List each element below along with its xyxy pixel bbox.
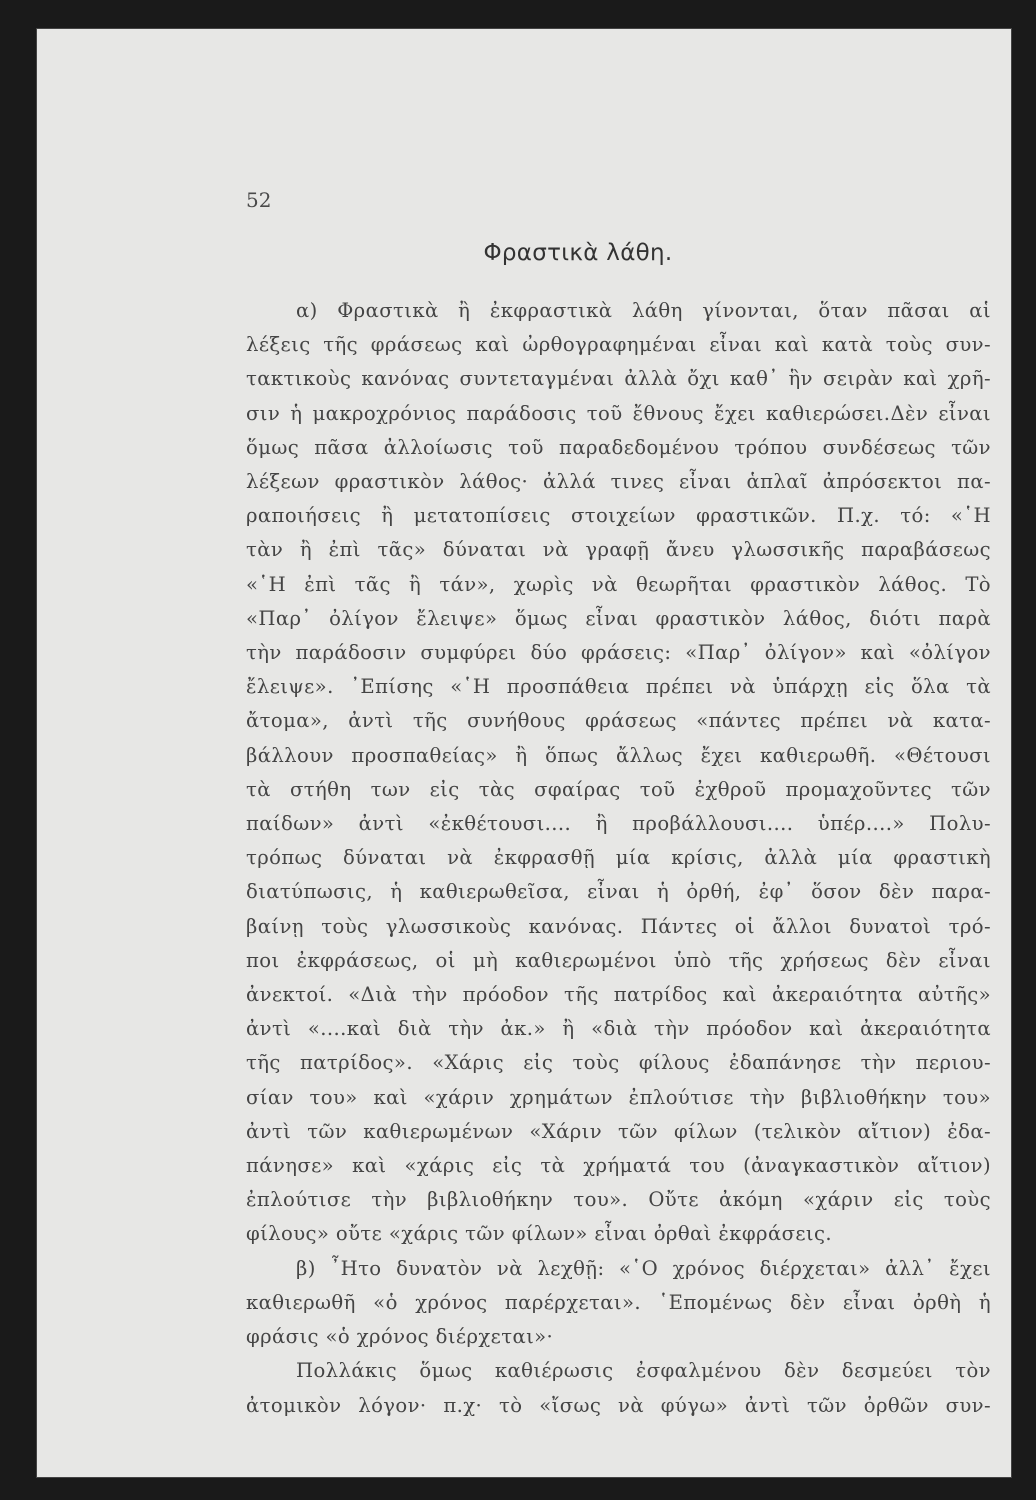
text-line: τὴν παράδοσιν συμφύρει δύο φράσεις: «Παρ᾽ ὀλίγον» καὶ «ὀλίγον [246, 641, 991, 665]
text-line: πάνησε» καὶ «χάρις εἰς τὰ χρήματά του (ἀναγκαστικὸν αἴτιον) [246, 1154, 991, 1178]
text-line: τὰ στήθη των εἰς τὰς σφαίρας τοῦ ἐχθροῦ προμαχοῦντες τῶν [246, 777, 991, 801]
text-line: σίαν του» καὶ «χάριν χρημάτων ἐπλούτισε τὴν βιβλιοθήκην του» [246, 1085, 991, 1109]
text-line: τρόπως δύναται νὰ ἐκφρασθῇ μία κρίσις, ἀλλὰ μία φραστικὴ [246, 846, 991, 870]
text-line: «῾Η ἐπὶ τᾶς ἢ τάν», χωρὶς νὰ θεωρῆται φραστικὸν λάθος. Τὸ [246, 572, 991, 596]
text-line: ἄτομα», ἀντὶ τῆς συνήθους φράσεως «πάντες πρέπει νὰ κατα- [246, 709, 991, 733]
text-line: τακτικοὺς κανόνας συντεταγμέναι ἀλλὰ ὄχι καθ᾽ ἣν σειρὰν καὶ χρῆ- [246, 367, 991, 391]
text-line: φίλους» οὔτε «χάρις τῶν φίλων» εἶναι ὀρθαὶ ἐκφράσεις. [246, 1222, 833, 1246]
text-line: ὅμως πᾶσα ἀλλοίωσις τοῦ παραδεδομένου τρόπου συνδέσεως τῶν [246, 435, 991, 459]
text-line: ἀντὶ τῶν καθιερωμένων «Χάριν τῶν φίλων (τελικὸν αἴτιον) ἐδα- [246, 1119, 991, 1143]
section-heading: Φραστικὰ λάθη. [483, 240, 673, 266]
text-line: ἀτομικὸν λόγον· π.χ· τὸ «ἴσως νὰ φύγω» ἀντὶ τῶν ὀρθῶν συν- [246, 1393, 991, 1417]
text-line: τὰν ἢ ἐπὶ τᾶς» δύναται νὰ γραφῇ ἄνευ γλωσσικῆς παραβάσεως [246, 538, 991, 562]
page-number: 52 [246, 188, 272, 212]
text-line: ἔλειψε». ᾽Επίσης «῾Η προσπάθεια πρέπει νὰ ὑπάρχῃ εἰς ὅλα τὰ [246, 675, 991, 699]
text-line: α) Φραστικὰ ἢ ἐκφραστικὰ λάθη γίνονται, ὅταν πᾶσαι αἱ [296, 299, 991, 322]
text-line: τῆς πατρίδος». «Χάρις εἰς τοὺς φίλους ἐδαπάνησε τὴν περιου- [246, 1051, 991, 1075]
text-line: λέξεις τῆς φράσεως καὶ ὠρθογραφημέναι εἶναι καὶ κατὰ τοὺς συν- [246, 333, 991, 357]
text-line: παίδων» ἀντὶ «ἐκθέτουσι.... ἢ προβάλλουσι.... ὑπέρ....» Πολυ- [246, 812, 991, 836]
text-line: βαίνῃ τοὺς γλωσσικοὺς κανόνας. Πάντες οἱ ἄλλοι δυνατοὶ τρό- [246, 914, 991, 938]
text-line: ραποιήσεις ἢ μετατοπίσεις στοιχείων φραστικῶν. Π.χ. τό: «῾Η [246, 504, 991, 528]
text-line: φράσις «ὁ χρόνος διέρχεται»· [246, 1325, 554, 1349]
text-line: λέξεων φραστικὸν λάθος· ἀλλά τινες εἶναι ἁπλαῖ ἀπρόσεκτοι πα- [246, 470, 991, 494]
text-line: ἀνεκτοί. «Διὰ τὴν πρόοδον τῆς πατρίδος καὶ ἀκεραιότητα αὐτῆς» [246, 983, 991, 1007]
body-text [246, 294, 991, 1423]
text-line: β) ῏Ητο δυνατὸν νὰ λεχθῇ: «῾Ο χρόνος διέρχεται» ἀλλ᾽ ἔχει [296, 1256, 991, 1280]
text-line: Πολλάκις ὅμως καθιέρωσις ἐσφαλμένου δὲν δεσμεύει τὸν [296, 1359, 991, 1383]
text-line: ἐπλούτισε τὴν βιβλιοθήκην του». Οὔτε ἀκόμη «χάριν εἰς τοὺς [246, 1188, 991, 1212]
book-page [36, 28, 1012, 1478]
text-line: ἀντὶ «....καὶ διὰ τὴν ἀκ.» ἢ «διὰ τὴν πρόοδον καὶ ἀκεραιότητα [246, 1017, 991, 1041]
text-line: ποι ἐκφράσεως, οἱ μὴ καθιερωμένοι ὑπὸ τῆς χρήσεως δὲν εἶναι [246, 948, 991, 972]
text-line: «Παρ᾽ ὀλίγον ἔλειψε» ὅμως εἶναι φραστικὸν λάθος, διότι παρὰ [246, 606, 991, 630]
text-line: καθιερωθῆ «ὁ χρόνος παρέρχεται». ῾Επομένως δὲν εἶναι ὀρθὴ ἡ [246, 1290, 991, 1314]
text-line: βάλλουν προσπαθείας» ἢ ὅπως ἄλλως ἔχει καθιερωθῆ. «Θέτουσι [246, 743, 991, 767]
text-line: διατύπωσις, ἡ καθιερωθεῖσα, εἶναι ἡ ὀρθή, ἐφ᾽ ὅσον δὲν παρα- [246, 880, 991, 904]
text-line: σιν ἡ μακροχρόνιος παράδοσις τοῦ ἔθνους ἔχει καθιερώσει.Δὲν εἶναι [246, 401, 991, 425]
